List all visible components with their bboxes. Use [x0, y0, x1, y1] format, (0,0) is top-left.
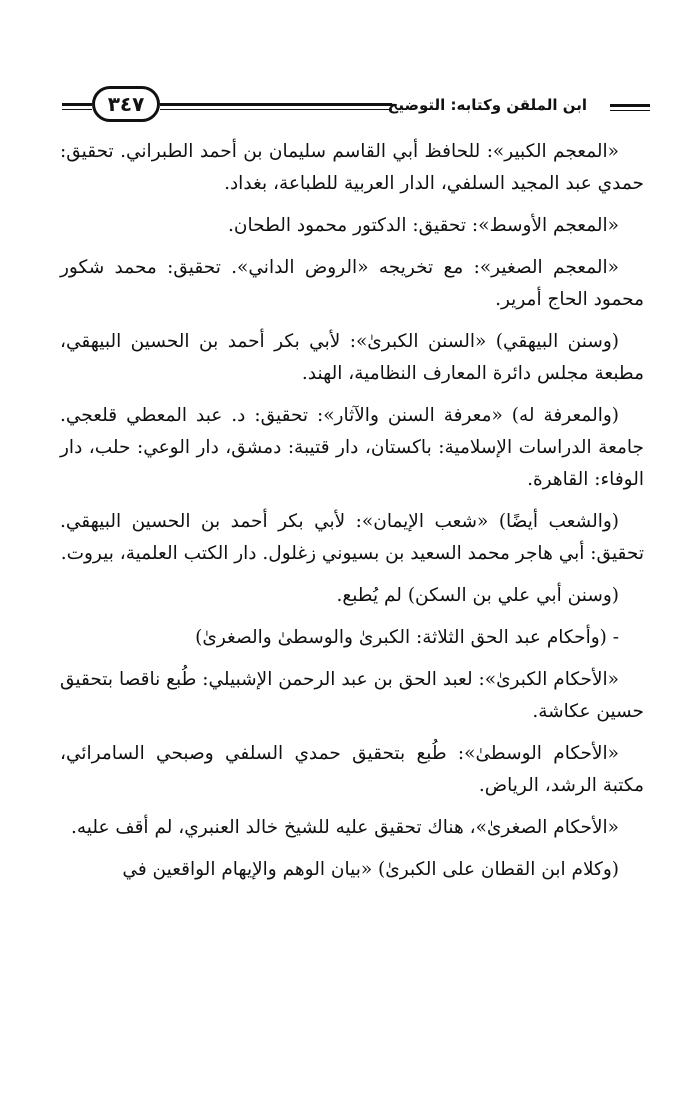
- paragraph: «الأحكام الصغرىٰ»، هناك تحقيق عليه للشيخ خالد العنبري، لم أقف عليه.: [71, 817, 619, 838]
- header-rule-left: [62, 103, 92, 106]
- section-heading: - (وأحكام عبد الحق الثلاثة: الكبرىٰ والوسطىٰ والصغرىٰ): [195, 627, 619, 648]
- paragraph: (وكلام ابن القطان على الكبرىٰ) «بيان الوهم والإيهام الواقعين في: [122, 859, 619, 880]
- header-rule-left-thin: [62, 109, 92, 110]
- paragraph: (وسنن البيهقي) «السنن الكبرىٰ»: لأبي بكر أحمد بن الحسين البيهقي، مطبعة مجلس دائرة المعارف النظامية، الهند.: [60, 331, 644, 384]
- running-title: ابن الملقن وكتابه: التوضيح: [387, 96, 587, 114]
- header-rule-middle: [160, 103, 392, 106]
- header-rule-right: [610, 104, 650, 107]
- paragraph: «الأحكام الوسطىٰ»: طُبع بتحقيق حمدي السلفي وصبحي السامرائي، مكتبة الرشد، الرياض.: [60, 743, 644, 796]
- header-rule-right-thin: [610, 110, 650, 111]
- paragraph: (وسنن أبي علي بن السكن) لم يُطبع.: [336, 585, 619, 606]
- header-rule-middle-thin: [160, 109, 392, 110]
- paragraph: «المعجم الأوسط»: تحقيق: الدكتور محمود الطحان.: [227, 215, 619, 236]
- paragraph: (والشعب أيضًا) «شعب الإيمان»: لأبي بكر أحمد بن الحسين البيهقي. تحقيق: أبي هاجر محمد السعيد بن بسيوني زغلول. دار الكتب العلمية، بيروت.: [60, 511, 644, 564]
- page-number: ٣٤٧: [92, 86, 160, 122]
- paragraph: «المعجم الصغير»: مع تخريجه «الروض الداني». تحقيق: محمد شكور محمود الحاج أمرير.: [60, 257, 644, 310]
- paragraph: «المعجم الكبير»: للحافظ أبي القاسم سليمان بن أحمد الطبراني. تحقيق: حمدي عبد المجيد السلفي، الدار العربية للطباعة، بغداد.: [60, 141, 644, 194]
- paragraph: «الأحكام الكبرىٰ»: لعبد الحق بن عبد الرحمن الإشبيلي: طُبع ناقصا بتحقيق حسين عكاشة.: [60, 669, 644, 722]
- page-body: [60, 136, 644, 896]
- page-header: [0, 72, 694, 132]
- paragraph: (والمعرفة له) «معرفة السنن والآثار»: تحقيق: د. عبد المعطي قلعجي. جامعة الدراسات الإسلامية: باكستان، دار قتيبة: دمشق، دار الوعي: حلب، دار الوفاء: القاهرة.: [60, 405, 644, 490]
